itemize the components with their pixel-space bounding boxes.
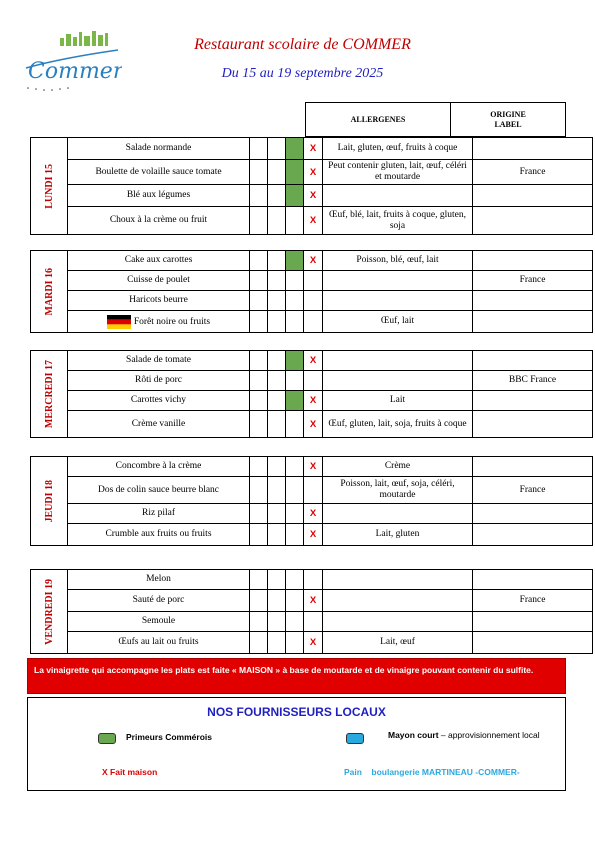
dish-name: [68, 291, 250, 311]
dish-name: [68, 504, 250, 524]
day-block: [30, 569, 565, 654]
legend-title: NOS FOURNISSEURS LOCAUX: [207, 705, 386, 719]
day-block: [30, 350, 565, 438]
primeurs-label: Primeurs Commérois: [126, 732, 212, 742]
dish-text: Crème vanille: [131, 418, 186, 429]
allergens-cell: Lait, gluten, œuf, fruits à coque: [323, 138, 473, 160]
menu-row: [31, 391, 593, 411]
dish-text: Forêt noire ou fruits: [133, 316, 211, 327]
menu-row: [31, 612, 593, 632]
dish-name: [68, 612, 250, 632]
fait-maison-mark: X: [304, 185, 323, 207]
day-table: [30, 137, 593, 235]
supplier-indicator: [250, 632, 268, 654]
supplier-indicator: [268, 632, 286, 654]
supplier-indicator: [250, 570, 268, 590]
dish-name: [68, 477, 250, 504]
supplier-indicator: [268, 251, 286, 271]
supplier-indicator: [268, 391, 286, 411]
allergens-cell: Crème: [323, 457, 473, 477]
dish-text: Dos de colin sauce beurre blanc: [97, 484, 220, 495]
supplier-indicator: [250, 351, 268, 371]
dish-name: [68, 271, 250, 291]
allergens-header: ALLERGENES: [305, 102, 451, 137]
dish-name: [68, 138, 250, 160]
origin-header: ORIGINE LABEL: [450, 102, 566, 137]
fait-maison-mark: [304, 311, 323, 333]
dish-text: Riz pilaf: [142, 508, 175, 518]
origin-cell: [473, 524, 593, 546]
fait-maison-mark: [304, 371, 323, 391]
logo-text: Commer: [28, 59, 122, 84]
supplier-indicator: [250, 251, 268, 271]
dish-text: Salade normande: [125, 143, 192, 153]
menu-row: [31, 371, 593, 391]
supplier-indicator: [250, 457, 268, 477]
supplier-indicator: [250, 185, 268, 207]
supplier-indicator: [268, 271, 286, 291]
dish-text: Boulette de volaille sauce tomate: [95, 166, 222, 177]
day-label: MERCREDI 17: [43, 359, 55, 429]
fait-maison-mark: [304, 291, 323, 311]
menu-row: [31, 524, 593, 546]
dish-name: [68, 371, 250, 391]
allergens-cell: Lait, œuf: [323, 632, 473, 654]
supplier-indicator: [268, 524, 286, 546]
menu-row: [31, 632, 593, 654]
day-block: [30, 137, 565, 235]
primeurs-indicator: [286, 477, 304, 504]
supplier-indicator: [250, 524, 268, 546]
fait-maison-label: X Fait maison: [102, 767, 158, 777]
dish-text: Melon: [146, 574, 171, 584]
day-table: [30, 569, 593, 654]
primeurs-indicator: [286, 612, 304, 632]
dish-name: [68, 570, 250, 590]
dish-name: [68, 207, 250, 235]
supplier-indicator: [268, 590, 286, 612]
primeurs-indicator: [286, 504, 304, 524]
origin-cell: France: [473, 160, 593, 185]
allergens-cell: [323, 371, 473, 391]
dish-name: [68, 457, 250, 477]
origin-cell: [473, 391, 593, 411]
supplier-indicator: [268, 570, 286, 590]
primeurs-indicator: [286, 138, 304, 160]
primeurs-indicator: [286, 271, 304, 291]
menu-row: [31, 504, 593, 524]
dish-text: Carottes vichy: [130, 395, 187, 405]
supplier-indicator: [268, 457, 286, 477]
menu-row: [31, 477, 593, 504]
vinaigrette-note: La vinaigrette qui accompagne les plats est faite « MAISON » à base de moutarde et de vinaigre pouvant contenir du sulfite.: [27, 658, 566, 694]
fait-maison-mark: [304, 570, 323, 590]
day-label-cell: [31, 457, 68, 546]
dish-text: Salade de tomate: [126, 355, 191, 365]
menu-row: [31, 207, 593, 235]
dish-name: [68, 391, 250, 411]
allergens-cell: Lait: [323, 391, 473, 411]
allergens-cell: Œuf, lait: [323, 311, 473, 333]
origin-cell: [473, 411, 593, 438]
primeurs-indicator: [286, 311, 304, 333]
dish-name: [68, 251, 250, 271]
menu-row: [31, 411, 593, 438]
day-label: JEUDI 18: [43, 479, 55, 523]
origin-cell: [473, 138, 593, 160]
supplier-indicator: [268, 311, 286, 333]
dish-name: [68, 160, 250, 185]
fait-maison-mark: [304, 612, 323, 632]
supplier-indicator: [250, 138, 268, 160]
dish-name: [68, 524, 250, 546]
day-block: [30, 456, 565, 546]
dish-text: Haricots beurre: [129, 295, 188, 305]
fait-maison-mark: X: [304, 138, 323, 160]
supplier-indicator: [268, 138, 286, 160]
supplier-indicator: [250, 477, 268, 504]
day-label: MARDI 16: [43, 267, 55, 316]
primeurs-indicator: [286, 185, 304, 207]
fait-maison-mark: [304, 271, 323, 291]
menu-row: [31, 351, 593, 371]
supplier-indicator: [268, 371, 286, 391]
mayon-label-bold: Mayon court: [388, 730, 439, 740]
day-label-cell: [31, 251, 68, 333]
pain-label: Pain boulangerie MARTINEAU -COMMER-: [344, 767, 520, 777]
primeurs-indicator: [286, 207, 304, 235]
day-label-cell: [31, 570, 68, 654]
allergens-cell: [323, 185, 473, 207]
dish-text: Sauté de porc: [132, 595, 185, 605]
day-block: [30, 250, 565, 333]
primeurs-indicator: [286, 570, 304, 590]
mayon-swatch: [346, 733, 364, 744]
supplier-indicator: [268, 185, 286, 207]
supplier-indicator: [250, 291, 268, 311]
primeurs-indicator: [286, 391, 304, 411]
supplier-indicator: [250, 371, 268, 391]
dish-name: [68, 185, 250, 207]
allergens-cell: [323, 590, 473, 612]
fait-maison-mark: X: [304, 524, 323, 546]
origin-cell: France: [473, 271, 593, 291]
supplier-indicator: [268, 160, 286, 185]
local-suppliers-legend: [27, 697, 566, 791]
supplier-indicator: [250, 271, 268, 291]
dish-text: Blé aux légumes: [126, 190, 191, 200]
origin-cell: [473, 291, 593, 311]
dish-text: Crumble aux fruits ou fruits: [105, 529, 212, 539]
supplier-indicator: [268, 207, 286, 235]
menu-row: [31, 138, 593, 160]
allergens-cell: Œuf, blé, lait, fruits à coque, gluten, soja: [323, 207, 473, 235]
dish-name: [68, 632, 250, 654]
origin-cell: [473, 207, 593, 235]
mayon-label-rest: – approvisionnement local: [438, 730, 540, 740]
fait-maison-mark: X: [304, 457, 323, 477]
dish-name: [68, 411, 250, 438]
supplier-indicator: [268, 291, 286, 311]
origin-cell: [473, 185, 593, 207]
primeurs-indicator: [286, 351, 304, 371]
dish-text: Semoule: [141, 616, 176, 626]
origin-cell: BBC France: [473, 371, 593, 391]
primeurs-swatch: [98, 733, 116, 744]
origin-cell: [473, 351, 593, 371]
dish-name: [68, 311, 250, 333]
origin-cell: [473, 632, 593, 654]
menu-row: [31, 311, 593, 333]
fait-maison-mark: X: [304, 160, 323, 185]
allergens-cell: Peut contenir gluten, lait, œuf, céléri et moutarde: [323, 160, 473, 185]
dish-text: Rôti de porc: [135, 375, 182, 385]
supplier-indicator: [250, 411, 268, 438]
dish-name: [68, 351, 250, 371]
primeurs-indicator: [286, 632, 304, 654]
fait-maison-mark: X: [304, 251, 323, 271]
menu-row: [31, 457, 593, 477]
date-range: Du 15 au 19 septembre 2025: [221, 66, 384, 81]
german-flag-icon: [107, 315, 131, 329]
menu-row: [31, 271, 593, 291]
origin-cell: [473, 457, 593, 477]
dish-text: Cake aux carottes: [124, 255, 193, 265]
day-label: LUNDI 15: [43, 163, 55, 209]
supplier-indicator: [268, 477, 286, 504]
menu-row: [31, 185, 593, 207]
day-label-cell: [31, 351, 68, 438]
supplier-indicator: [268, 411, 286, 438]
allergens-cell: [323, 612, 473, 632]
origin-cell: [473, 612, 593, 632]
dish-text: Œufs au lait ou fruits: [118, 637, 199, 647]
menu-row: [31, 251, 593, 271]
fait-maison-mark: X: [304, 504, 323, 524]
menu-row: [31, 590, 593, 612]
origin-cell: France: [473, 590, 593, 612]
supplier-indicator: [250, 207, 268, 235]
allergens-cell: Poisson, lait, œuf, soja, céléri, moutarde: [323, 477, 473, 504]
allergens-cell: [323, 570, 473, 590]
allergens-cell: [323, 291, 473, 311]
fait-maison-mark: X: [304, 411, 323, 438]
fait-maison-mark: X: [304, 207, 323, 235]
fait-maison-mark: X: [304, 391, 323, 411]
allergens-cell: [323, 351, 473, 371]
supplier-indicator: [250, 311, 268, 333]
origin-cell: [473, 504, 593, 524]
day-label: VENDREDI 19: [43, 578, 55, 645]
supplier-indicator: [268, 351, 286, 371]
dish-text: Cuisse de poulet: [127, 275, 190, 285]
allergens-cell: [323, 271, 473, 291]
fait-maison-mark: X: [304, 590, 323, 612]
menu-row: [31, 160, 593, 185]
day-table: [30, 456, 593, 546]
supplier-indicator: [268, 612, 286, 632]
fait-maison-mark: [304, 477, 323, 504]
primeurs-indicator: [286, 411, 304, 438]
origin-cell: [473, 251, 593, 271]
primeurs-indicator: [286, 251, 304, 271]
fait-maison-mark: X: [304, 351, 323, 371]
mayon-label: [388, 728, 558, 742]
origin-cell: [473, 311, 593, 333]
page-title: Restaurant scolaire de COMMER: [194, 36, 411, 53]
origin-cell: [473, 570, 593, 590]
primeurs-indicator: [286, 524, 304, 546]
primeurs-indicator: [286, 590, 304, 612]
menu-row: [31, 291, 593, 311]
origin-cell: France: [473, 477, 593, 504]
dish-name: [68, 590, 250, 612]
allergens-cell: [323, 504, 473, 524]
supplier-indicator: [250, 504, 268, 524]
primeurs-indicator: [286, 160, 304, 185]
primeurs-indicator: [286, 457, 304, 477]
supplier-indicator: [250, 160, 268, 185]
menu-row: [31, 570, 593, 590]
dish-text: Choux à la crème ou fruit: [109, 215, 208, 225]
day-label-cell: [31, 138, 68, 235]
day-table: [30, 250, 593, 333]
allergens-cell: Lait, gluten: [323, 524, 473, 546]
dish-text: Concombre à la crème: [115, 461, 202, 471]
allergens-cell: Œuf, gluten, lait, soja, fruits à coque: [323, 411, 473, 438]
supplier-indicator: [268, 504, 286, 524]
supplier-indicator: [250, 612, 268, 632]
primeurs-indicator: [286, 371, 304, 391]
supplier-indicator: [250, 391, 268, 411]
day-table: [30, 350, 593, 438]
primeurs-indicator: [286, 291, 304, 311]
fait-maison-mark: X: [304, 632, 323, 654]
supplier-indicator: [250, 590, 268, 612]
allergens-cell: Poisson, blé, œuf, lait: [323, 251, 473, 271]
